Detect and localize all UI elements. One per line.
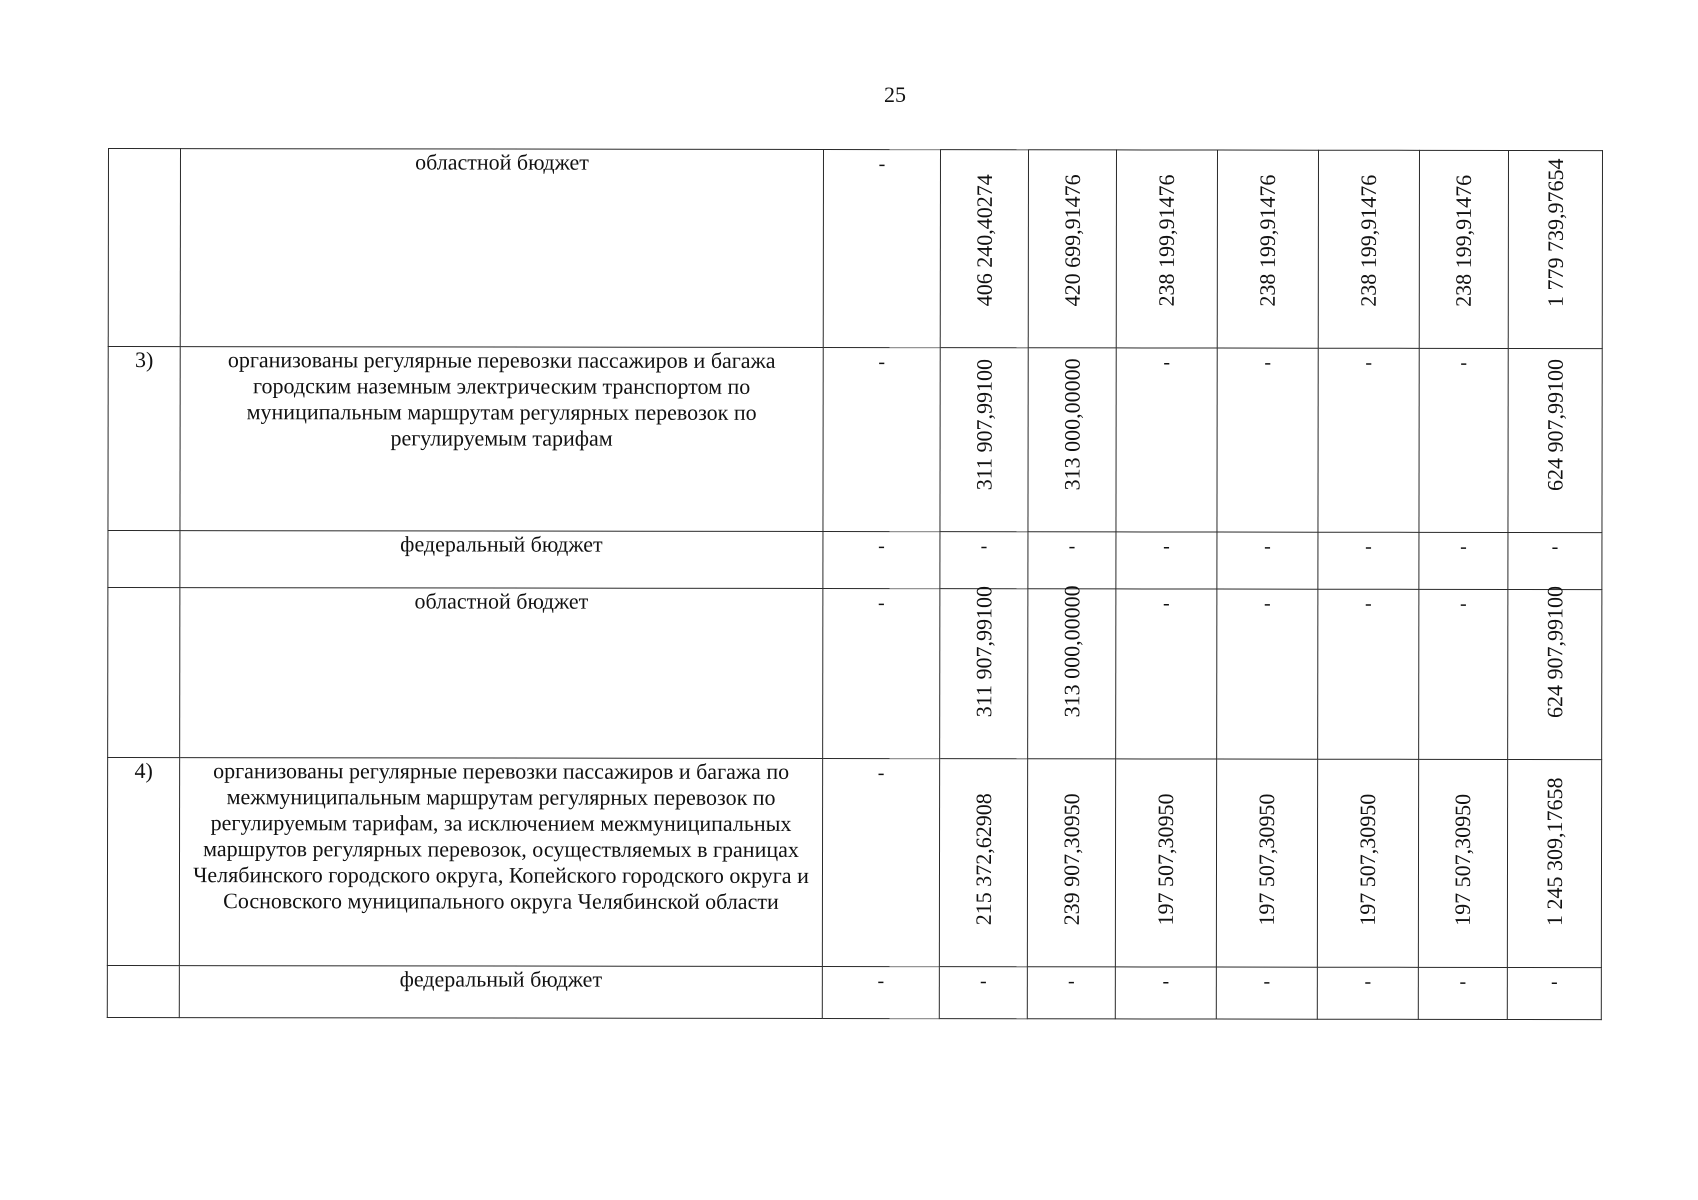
value-cell xyxy=(1419,150,1508,348)
table-row xyxy=(108,149,1602,349)
value-cell xyxy=(822,758,939,966)
row-index: 3) xyxy=(108,347,180,531)
empty-value-dash: - xyxy=(980,535,988,558)
amount-value: 215 372,62908 xyxy=(970,793,996,926)
value-cell xyxy=(940,150,1028,348)
value-cell xyxy=(822,966,939,1018)
value-cell xyxy=(1217,348,1318,532)
amount-value: 624 907,99100 xyxy=(1542,359,1568,492)
amount-value: 313 000,00000 xyxy=(1059,358,1085,491)
value-cell xyxy=(1318,150,1419,348)
empty-value-dash: - xyxy=(1365,351,1373,374)
empty-value-dash: - xyxy=(1551,536,1559,559)
value-cell xyxy=(1027,759,1115,967)
amount-value: 313 000,00000 xyxy=(1058,585,1084,718)
value-cell xyxy=(1507,759,1601,967)
row-index xyxy=(108,149,180,347)
row-description: организованы регулярные перевозки пассажиров и багажа городским наземным электрическим транспортом по муниципальным маршрутам регулярных перевозок по регулируемым тарифам xyxy=(180,347,823,532)
amount-value: 238 199,91476 xyxy=(1153,174,1179,307)
amount-value: 238 199,91476 xyxy=(1355,174,1381,307)
amount-value: 238 199,91476 xyxy=(1450,174,1476,307)
empty-value-dash: - xyxy=(1460,535,1467,558)
value-cell xyxy=(940,532,1028,589)
amount-value: 311 907,99100 xyxy=(970,586,996,718)
value-cell xyxy=(1317,967,1418,1019)
amount-value: 197 507,30950 xyxy=(1253,793,1280,926)
page-number: 25 xyxy=(884,82,906,107)
amount-value: 1 245 309,17658 xyxy=(1541,777,1567,927)
empty-value-dash: - xyxy=(1365,592,1372,615)
value-cell xyxy=(1217,532,1318,589)
value-cell xyxy=(1217,589,1318,759)
value-cell xyxy=(1115,967,1216,1019)
value-cell xyxy=(1419,589,1508,759)
value-cell xyxy=(1419,348,1508,532)
amount-value: 1 779 739,97654 xyxy=(1542,158,1568,308)
empty-value-dash: - xyxy=(979,970,987,993)
row-funding-source: областной бюджет xyxy=(180,588,823,759)
table-row xyxy=(108,347,1602,533)
value-cell xyxy=(939,759,1027,967)
amount-value: 311 907,99100 xyxy=(971,359,997,491)
amount-value: 197 507,30950 xyxy=(1449,793,1476,926)
value-cell xyxy=(1027,967,1115,1019)
amount-value: 420 699,91476 xyxy=(1059,174,1085,307)
row-index xyxy=(107,965,179,1017)
value-cell xyxy=(940,348,1028,532)
value-cell xyxy=(940,586,1028,759)
amount-value: 197 507,30950 xyxy=(1354,793,1381,926)
row-index: 4) xyxy=(107,758,179,966)
empty-value-dash: - xyxy=(877,762,885,785)
amount-value: 239 907,30950 xyxy=(1058,793,1084,926)
value-cell xyxy=(939,967,1027,1019)
table-row xyxy=(108,588,1602,760)
value-cell xyxy=(1508,348,1602,532)
empty-value-dash: - xyxy=(1460,351,1468,374)
value-cell xyxy=(1419,532,1508,589)
value-cell xyxy=(1028,585,1116,759)
empty-value-dash: - xyxy=(1264,592,1271,615)
value-cell xyxy=(1028,348,1116,532)
value-cell xyxy=(1116,348,1217,532)
value-cell xyxy=(823,149,940,347)
empty-value-dash: - xyxy=(1264,535,1271,558)
value-cell xyxy=(1508,532,1602,589)
empty-value-dash: - xyxy=(1364,970,1372,993)
row-funding-source: областной бюджет xyxy=(180,149,823,348)
empty-value-dash: - xyxy=(1162,970,1170,993)
empty-value-dash: - xyxy=(878,351,886,374)
value-cell xyxy=(1318,532,1419,589)
empty-value-dash: - xyxy=(1264,351,1272,374)
value-cell xyxy=(1115,759,1216,967)
value-cell xyxy=(1508,586,1602,759)
value-cell xyxy=(823,531,940,588)
empty-value-dash: - xyxy=(1163,351,1171,374)
empty-value-dash: - xyxy=(878,592,885,615)
value-cell xyxy=(1116,589,1217,759)
value-cell xyxy=(1028,532,1116,589)
amount-value: 406 240,40274 xyxy=(971,174,997,307)
table-row xyxy=(108,531,1602,590)
value-cell xyxy=(1116,532,1217,589)
empty-value-dash: - xyxy=(1365,535,1372,558)
row-description: организованы регулярные перевозки пассажиров и багажа по межмуниципальным маршрутам регулярных перевозок по регулируемым тарифам, за исключением межмуниципальных маршрутов регулярных перевозок, осуществляемых в границах Челябинского городского округа, Копейского городского округа и Сосновского муниципального округа Челябинской области xyxy=(179,758,822,967)
empty-value-dash: - xyxy=(1163,592,1170,615)
value-cell xyxy=(1508,150,1602,348)
empty-value-dash: - xyxy=(878,535,885,558)
table-row xyxy=(107,965,1601,1019)
empty-value-dash: - xyxy=(1163,535,1170,558)
empty-value-dash: - xyxy=(1550,971,1558,994)
empty-value-dash: - xyxy=(1067,970,1075,993)
value-cell xyxy=(823,588,940,758)
amount-value: 197 507,30950 xyxy=(1152,793,1179,926)
empty-value-dash: - xyxy=(1460,592,1467,615)
value-cell xyxy=(1318,348,1419,532)
value-cell xyxy=(1116,150,1217,348)
empty-value-dash: - xyxy=(878,153,886,176)
value-cell xyxy=(1216,759,1317,967)
value-cell xyxy=(1028,150,1116,348)
amount-value: 238 199,91476 xyxy=(1254,174,1280,307)
empty-value-dash: - xyxy=(1263,970,1271,993)
row-funding-source: федеральный бюджет xyxy=(180,531,823,589)
row-index xyxy=(108,531,180,588)
budget-table xyxy=(107,148,1603,1020)
empty-value-dash: - xyxy=(1068,535,1076,558)
amount-value: 624 907,99100 xyxy=(1541,586,1567,719)
empty-value-dash: - xyxy=(1459,970,1467,993)
value-cell xyxy=(1507,967,1601,1019)
value-cell xyxy=(823,347,940,531)
value-cell xyxy=(1216,967,1317,1019)
value-cell xyxy=(1317,759,1418,967)
value-cell xyxy=(1318,589,1419,759)
value-cell xyxy=(1418,759,1507,967)
value-cell xyxy=(1418,967,1507,1019)
empty-value-dash: - xyxy=(877,970,885,993)
row-funding-source: федеральный бюджет xyxy=(179,966,822,1019)
value-cell xyxy=(1217,150,1318,348)
table-row xyxy=(107,758,1601,968)
row-index xyxy=(108,588,180,758)
